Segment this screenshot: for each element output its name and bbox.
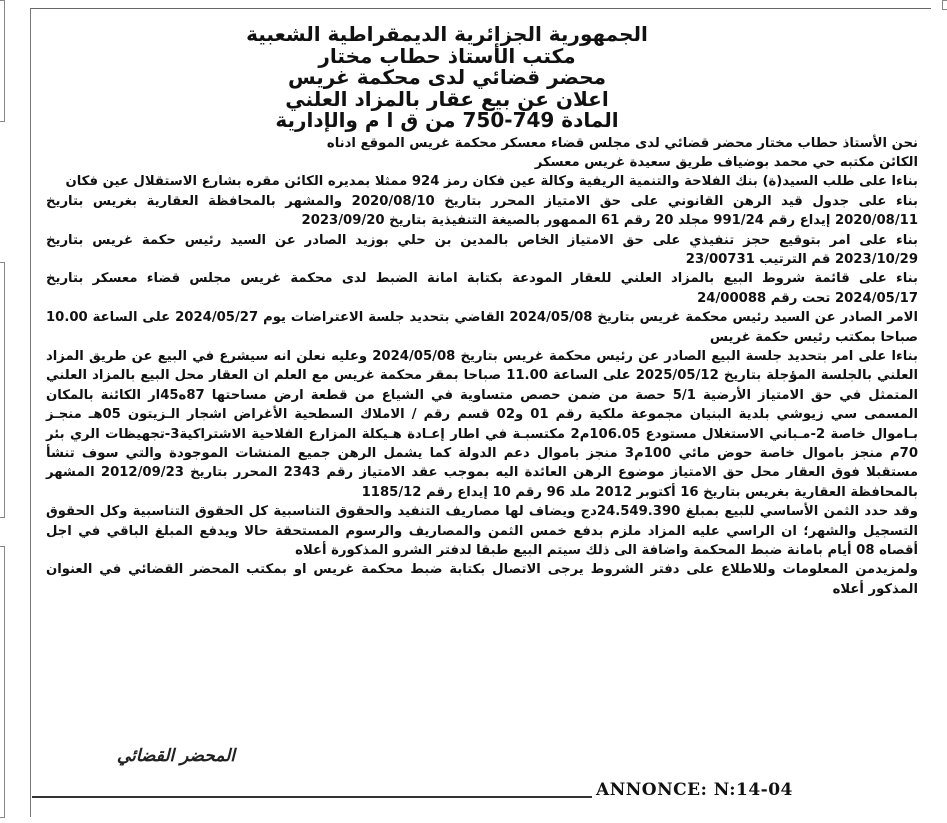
footer-rule [32, 796, 592, 798]
paragraph-conditions: بناء على قائمة شروط البيع بالمزاد العلني للعقار المودعة بكتابة امانة الضبط لدى محكمة غريس مجلس قضاء معسكر بتاريخ 2024/05/17 تحت رقم 24/00088 [46, 271, 918, 306]
notice-header [46, 24, 848, 132]
paragraph-sale-details: بناءا على امر بتحديد جلسة البيع الصادر عن رئيس محكمة غريس بتاريخ 2024/05/08 وعليه نعلن انه سيشرع في البيع عن طريق المزاد العلني بالجلسة المؤجلة بتاريخ 2025/05/12 على الساعة 11.00 صباحا بمقر محكمة غريس مع العلم ان العقار محل البيع بالمزاد العلني المتمثل في حق الامتياز الأرضية 5/1 حصة من ضمن حصص متساوية في الشياع من قطعة ارض مساحتها 87ه45ار الكائنة بالمكان المسمى سي زيوشي بلدية البنيان مجموعة ملكية رقم 01 و02 قسم رقم / الاملاك السطحية الأغراض اشجار الـزيتون 05هـ منجـز بـاموال خاصة 2-مـباني الاستغلال مستودع 106.05م2 مكتسبـة في اطار إعـادة هـيكلة المزارع الفلاحية الاشتراكية3-تجهيظات الري بئر 70م منجز باموال خاصة حوض مائي 100م3 منجز باموال دعم الدولة كما يشمل الرهن جميع المنشات الموجودة والتي سوف تنشأ مستقبلا فوق العقار محل حق الامتياز موضوع الرهن العائدة اليه بموجب عقد الامتياز رقم 2343 المحرر بتاريخ 2012/09/23 المشهر بالمحافظة العقارية بغريس بتاريخ 16 أكتوبر 2012 ملد 96 رقم 10 إيداع رقم 1185/12 [46, 348, 919, 500]
signature: المحضر القضائي [116, 746, 235, 766]
annonce-number: ANNONCE: N:14-04 [596, 780, 793, 800]
notice-body [46, 134, 918, 600]
paragraph-office-address: الكائن مكتبه حي محمد بوضياف طريق سعيدة غريس معسكر [534, 154, 918, 170]
page-edge-mark-1 [0, 0, 5, 122]
paragraph-price: وقد حدد الثمن الأساسي للبيع بمبلغ 24.549.390دج ويضاف لها مصاريف التنفيد والحقوق التناسبية كل الحقوق التناسبية وكل الحقوق التسجيل والشهر؛ ان الراسي عليه المزاد ملزم بدفع خمس الثمن والمصاريف والرسوم المستحقة حالا ويدفع المبلغ الباقي في اجل أقصاه 08 أيام بامانة ضبط المحكمة واضافة الى ذلك سيتم البيع طبقا لدفتر الشرو المذكورة أعلاه [46, 504, 918, 559]
paragraph-objections: الامر الصادر عن السيد رئيس محكمة غريس بتاريخ 2024/05/08 القاضي بتحديد جلسة الاعتراضات يوم 2024/05/27 على الساعة 10.00 صباحا بمكتب رئيس حكمة غريس [46, 310, 919, 345]
page-edge-mark-2 [0, 262, 5, 518]
notice-content [46, 24, 918, 599]
bailiff-court: محضر قضائي لدى محكمة غريس [287, 65, 607, 89]
paragraph-intro: نحن الأستاذ حطاب مختار محضر قضائي لدى مجلس قضاء معسكر محكمة غريس الموقع ادناه [326, 135, 918, 151]
paragraph-contact: ولمزيدمن المعلومات وللاطلاع على دفتر الشروط يرجى الاتصال بكتابة ضبط محكمة غريس او بمكتب المحضر القضائي في العنوان المذكور أعلاه [46, 562, 918, 597]
page-edge-mark-right [942, 0, 947, 10]
announcement-title: اعلان عن بيع عقار بالمزاد العلني [285, 86, 609, 111]
paragraph-seizure-order: بناء على امر بتوقيع حجز تنفيذي على حق الامتياز الخاص بالمدين بن حلي بوزيد الصادر عن السيد رئيس حكمة غريس بتاريخ 2023/10/29 قم الترتيب 23/00731 [46, 232, 918, 267]
legal-article: المادة 749-750 من ق ا م والإدارية [275, 108, 619, 132]
office-name: مكتب الأستاذ حطاب مختار [318, 43, 576, 68]
page-edge-mark-3 [0, 546, 5, 818]
paragraph-mortgage: بناء على جدول قيد الرهن القانوني على حق الامتياز المحرر بتاريخ 2020/08/10 والمشهر بالمحافظة العقارية بغريس بتاريخ 2020/08/11 إيداع رقم 991/24 مجلد 20 رقم 61 الممهور بالصيغة التنفيذية بتاريخ 2023/09/20 [46, 193, 918, 229]
paragraph-request: بناءا على طلب السيد(ة) بنك الفلاحة والتنمية الريفية وكالة عين فكان رمز 924 ممثلا بمديره الكائن مقره بشارع الاستقلال عين فكان [65, 174, 918, 190]
republic-title: الجمهورية الجزائرية الديمقراطية الشعبية [246, 22, 648, 46]
